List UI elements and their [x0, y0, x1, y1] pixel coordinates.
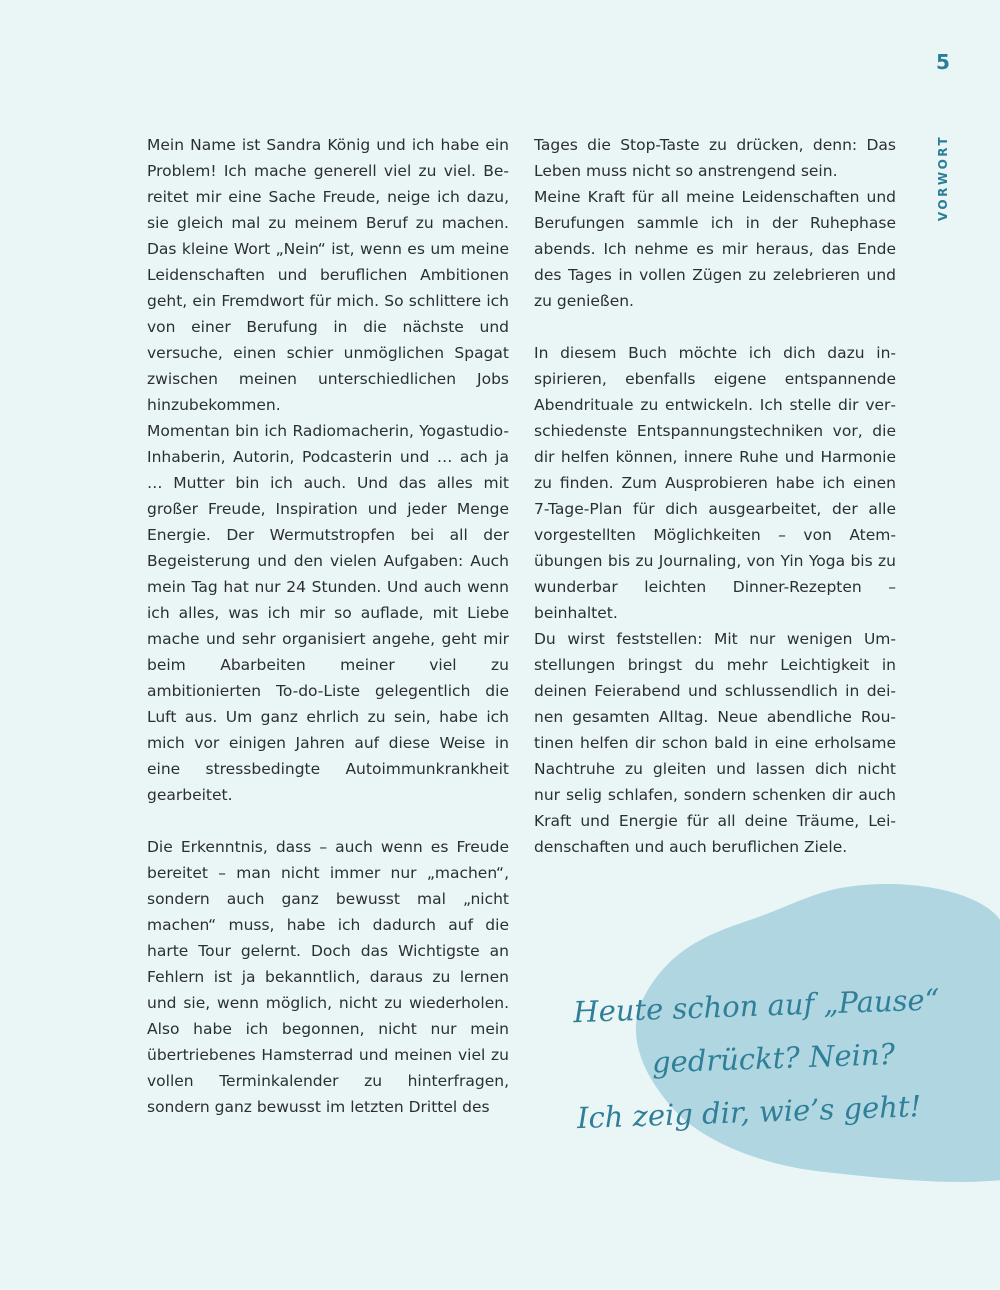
- paragraph-evening-strength: Meine Kraft für all meine Leidenschaften und Berufungen sammle ich in der Ruhephase abends. Ich nehme es mir heraus, das Ende des Tages in vollen Zügen zu zelebrieren und zu genießen.: [534, 188, 896, 310]
- paragraph-stop-button: Tages die Stop-Taste zu drücken, denn: Das Leben muss nicht so anstrengend sein.: [534, 136, 896, 180]
- paragraph-current-roles: Momentan bin ich Radiomacherin, Yogastudio-Inhaberin, Autorin, Podcasterin und … ach ja … Mutter bin ich auch. Und das alles mit großer Freude, Inspiration und jeder Menge Energie. Der Wermutstropfen bei all der Begeisterung und den vielen Aufgaben: Auch mein Tag hat nur 24 Stunden. Und auch wenn ich alles, was ich mir so auflade, mit Liebe mache und sehr organisiert angehe, geht mir beim Abarbeiten meiner viel zu ambitionierten To-do-Liste gelegentlich die Luft aus. Um ganz ehrlich zu sein, habe ich mich vor einigen Jahren auf diese Weise in eine stressbedingte Autoimmunkrankheit gearbeitet.: [147, 422, 509, 804]
- quote-line-3: Ich zeig dir, wie’s geht!: [576, 1089, 922, 1136]
- right-text-column: [534, 132, 896, 860]
- paragraph-realization: Die Erkenntnis, dass – auch wenn es Freude bereitet – man nicht immer nur „machen“, sondern auch ganz bewusst mal „nicht machen“ muss, habe ich dadurch auf die harte Tour gelernt. Doch das Wichtigste an Fehlern ist ja bekanntlich, daraus zu lernen und sie, wenn möglich, nicht zu wiederholen. Also habe ich begonnen, nicht nur mein übertriebenes Hamsterrad und meinen viel zu vollen Terminkalender zu hinterfragen, sondern ganz bewusst im letzten Drittel des: [147, 838, 509, 1116]
- quote-line-2: gedrückt? Nein?: [651, 1037, 896, 1080]
- quote-line-1: Heute schon auf „Pause“: [572, 982, 941, 1030]
- paragraph-intro: Mein Name ist Sandra König und ich habe ein Problem! Ich mache generell viel zu viel. Bereitet mir eine Sache Freude, neige ich dazu, sie gleich mal zu meinem Beruf zu machen. Das kleine Wort „Nein“ ist, wenn es um meine Leidenschaften und beruflichen Ambitionen geht, ein Fremdwort für mich. So schlittere ich von einer Berufung in die nächste und versuche, einen schier unmöglichen Spagat zwischen meinen unterschiedlichen Jobs hinzubekommen.: [147, 136, 509, 414]
- section-label-text: VORWORT: [936, 134, 950, 222]
- paragraph-outcome: Du wirst feststellen: Mit nur wenigen Umstellungen bringst du mehr Leichtigkeit in deinen Feierabend und schlussendlich in deinen gesamten Alltag. Neue abendliche Routinen helfen dir schon bald in eine erholsame Nachtruhe zu gleiten und lassen dich nicht nur selig schlafen, sondern schenken dir auch Kraft und Energie für all deine Träume, Leidenschaften und auch beruflichen Ziele.: [534, 630, 896, 856]
- paragraph-book-purpose: In diesem Buch möchte ich dich dazu inspirieren, ebenfalls eigene entspannende Abendrituale zu entwickeln. Ich stelle dir verschiedenste Entspannungstechniken vor, die dir helfen können, innere Ruhe und Harmonie zu finden. Zum Ausprobieren habe ich einen 7-Tage-Plan für dich ausgearbeitet, der alle vorgestellten Möglichkeiten – von Atemübungen bis zu Journaling, von Yin Yoga bis zu wunderbar leichten Dinner-Rezepten – beinhaltet.: [534, 344, 896, 622]
- page-number: 5: [936, 50, 950, 74]
- handwritten-quote: [572, 975, 941, 1145]
- left-text-column: [147, 132, 509, 1120]
